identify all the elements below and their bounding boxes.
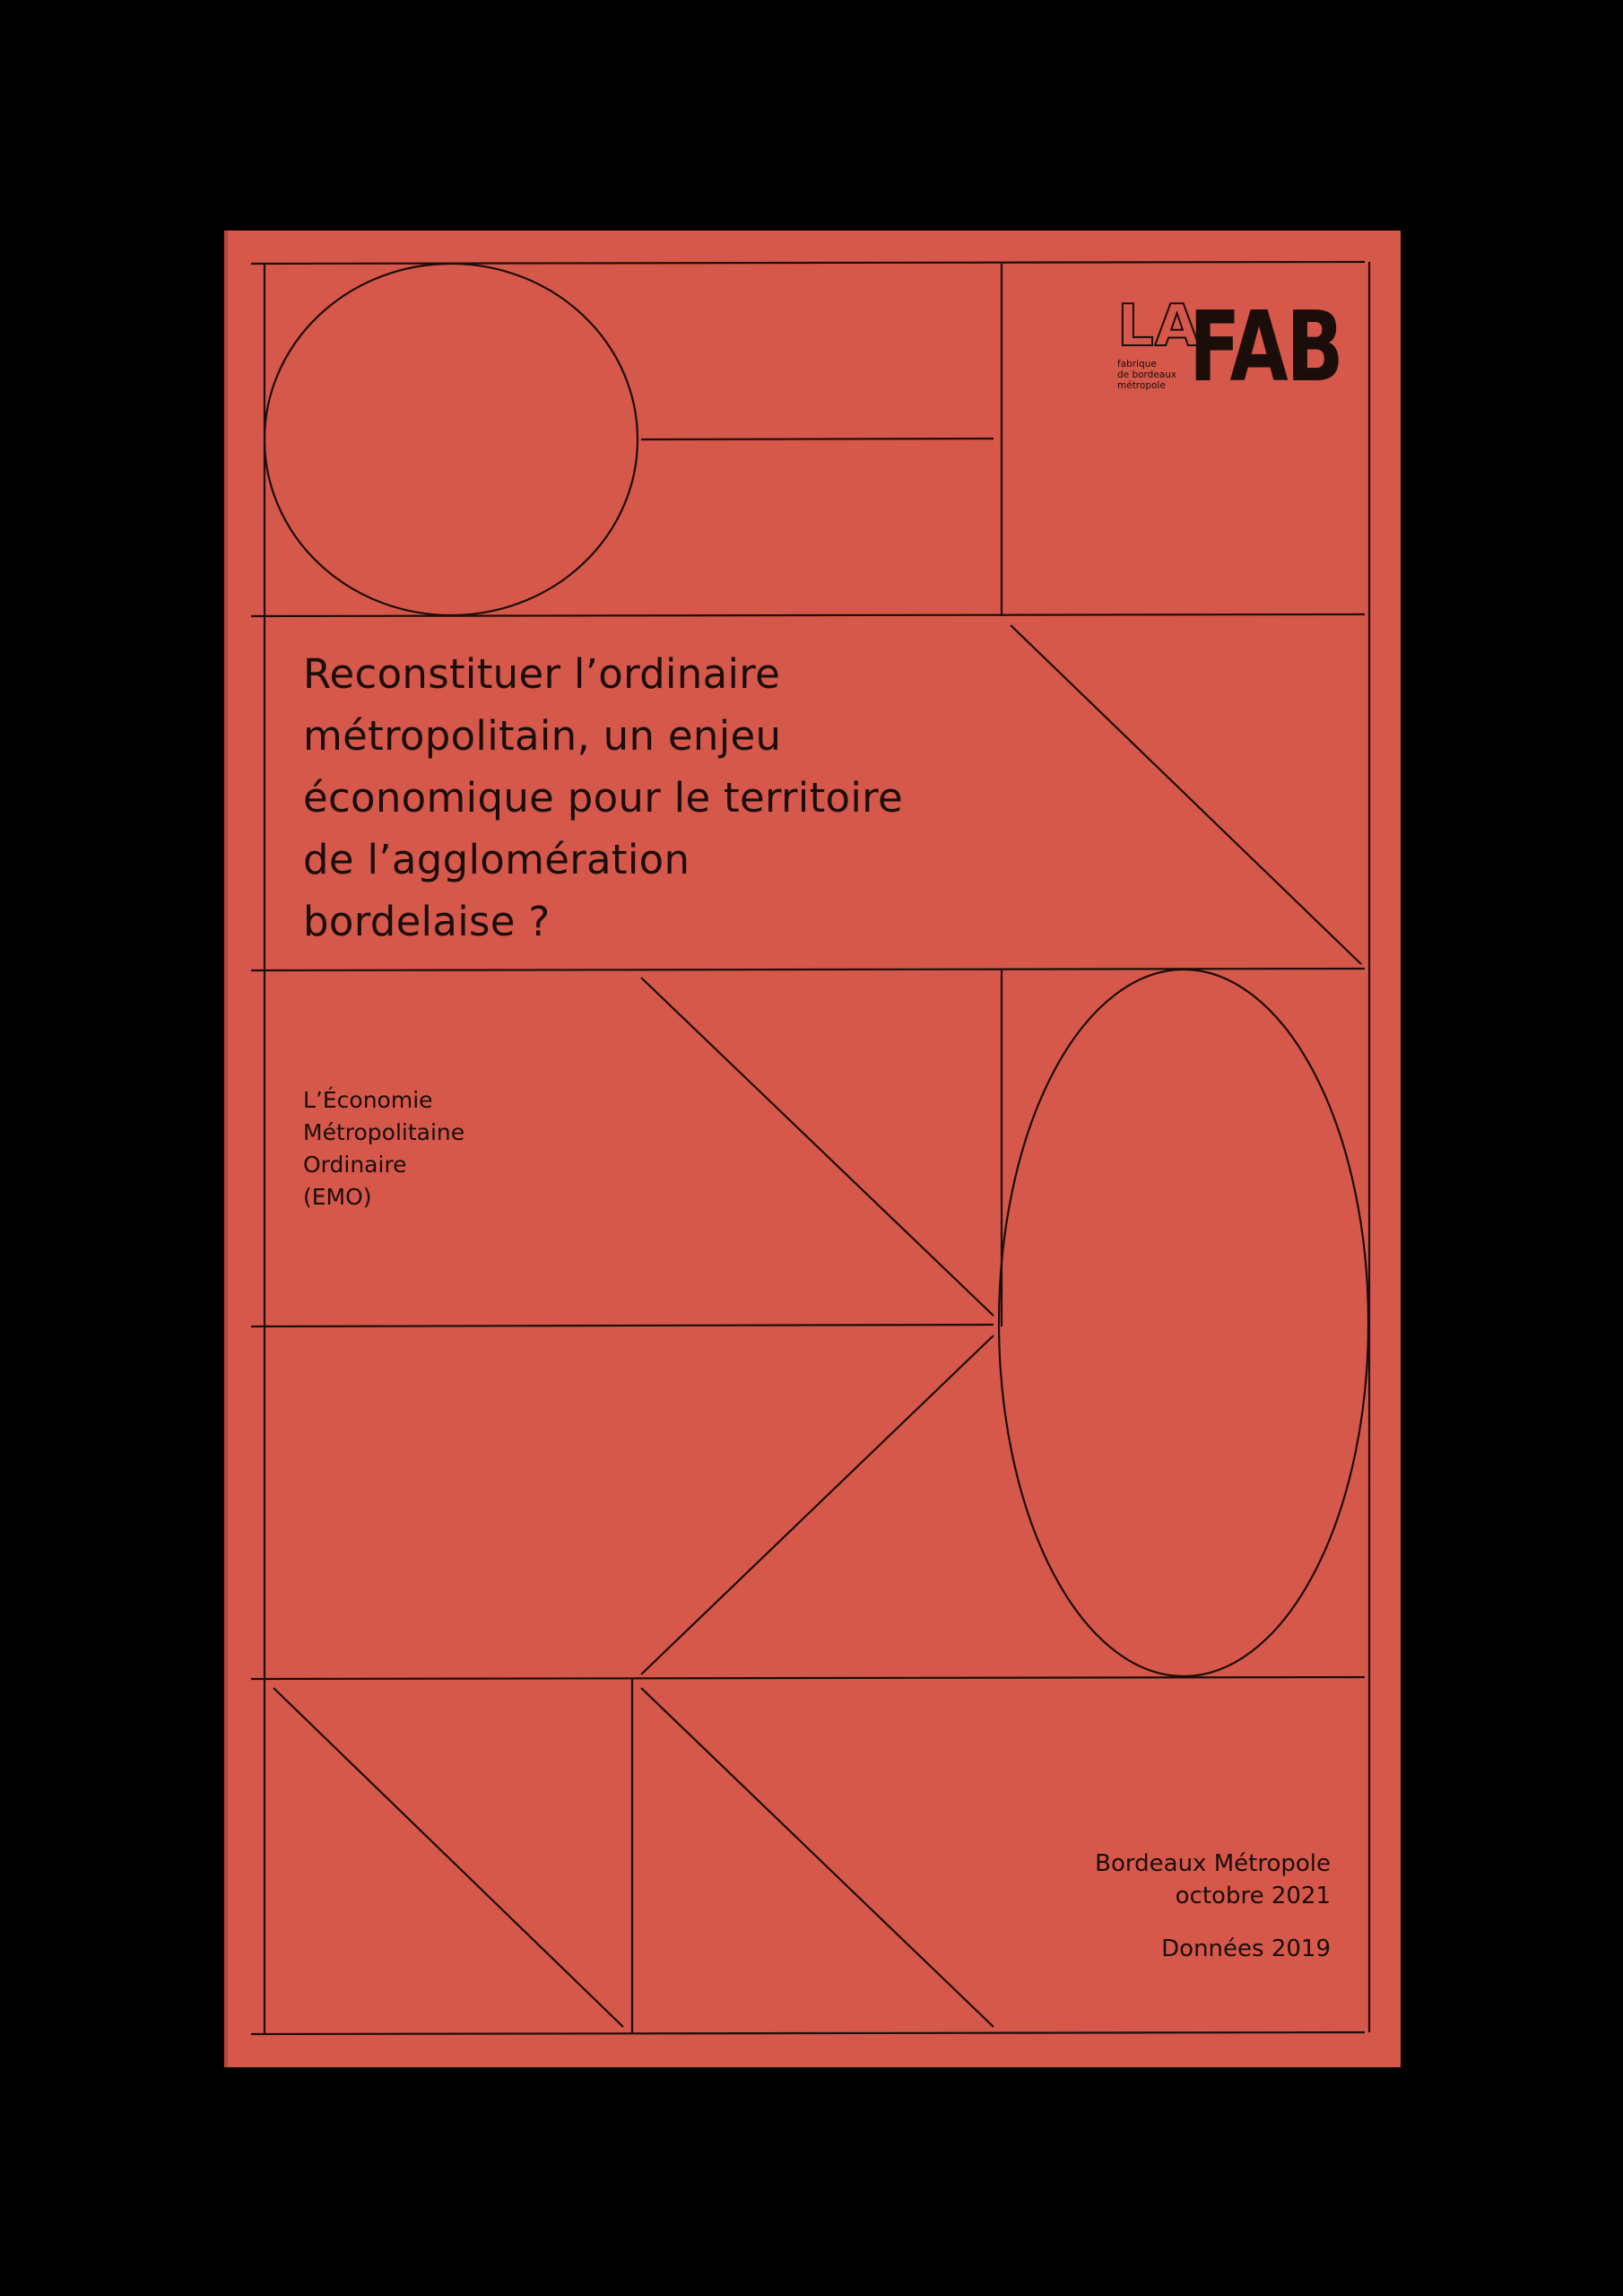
title-line: métropolitain, un enjeu [303,712,782,760]
ellipse-right [999,970,1368,1676]
logo-fab-text: FAB [1189,291,1342,404]
subtitle-line: Métropolitaine [303,1119,465,1145]
title-line: Reconstituer l’ordinaire [303,650,781,698]
publication-date: octobre 2021 [1175,1883,1331,1909]
subtitle-line: L’Économie [303,1087,433,1113]
title-line: de l’agglomération [303,836,690,883]
document-cover [224,230,1401,2067]
data-year: Données 2019 [1161,1935,1331,1962]
subtitle-line: (EMO) [303,1184,372,1210]
logo-subtitle-line: fabrique [1117,359,1157,370]
publisher-name: Bordeaux Métropole [1095,1850,1331,1877]
subtitle-line: Ordinaire [303,1152,407,1178]
document-subtitle [303,1084,644,1213]
document-title [303,643,985,952]
logo-subtitle-line: métropole [1117,380,1166,391]
title-line: bordelaise ? [303,898,551,945]
logo-subtitle [1117,359,1189,391]
logo-subtitle-line: de bordeaux [1117,370,1177,380]
circle-top-left [265,264,638,615]
lafab-logo [1117,291,1342,405]
publisher-info [954,1848,1331,1912]
logo-la-text: LA [1117,293,1201,360]
title-line: économique pour le territoire [303,774,903,822]
